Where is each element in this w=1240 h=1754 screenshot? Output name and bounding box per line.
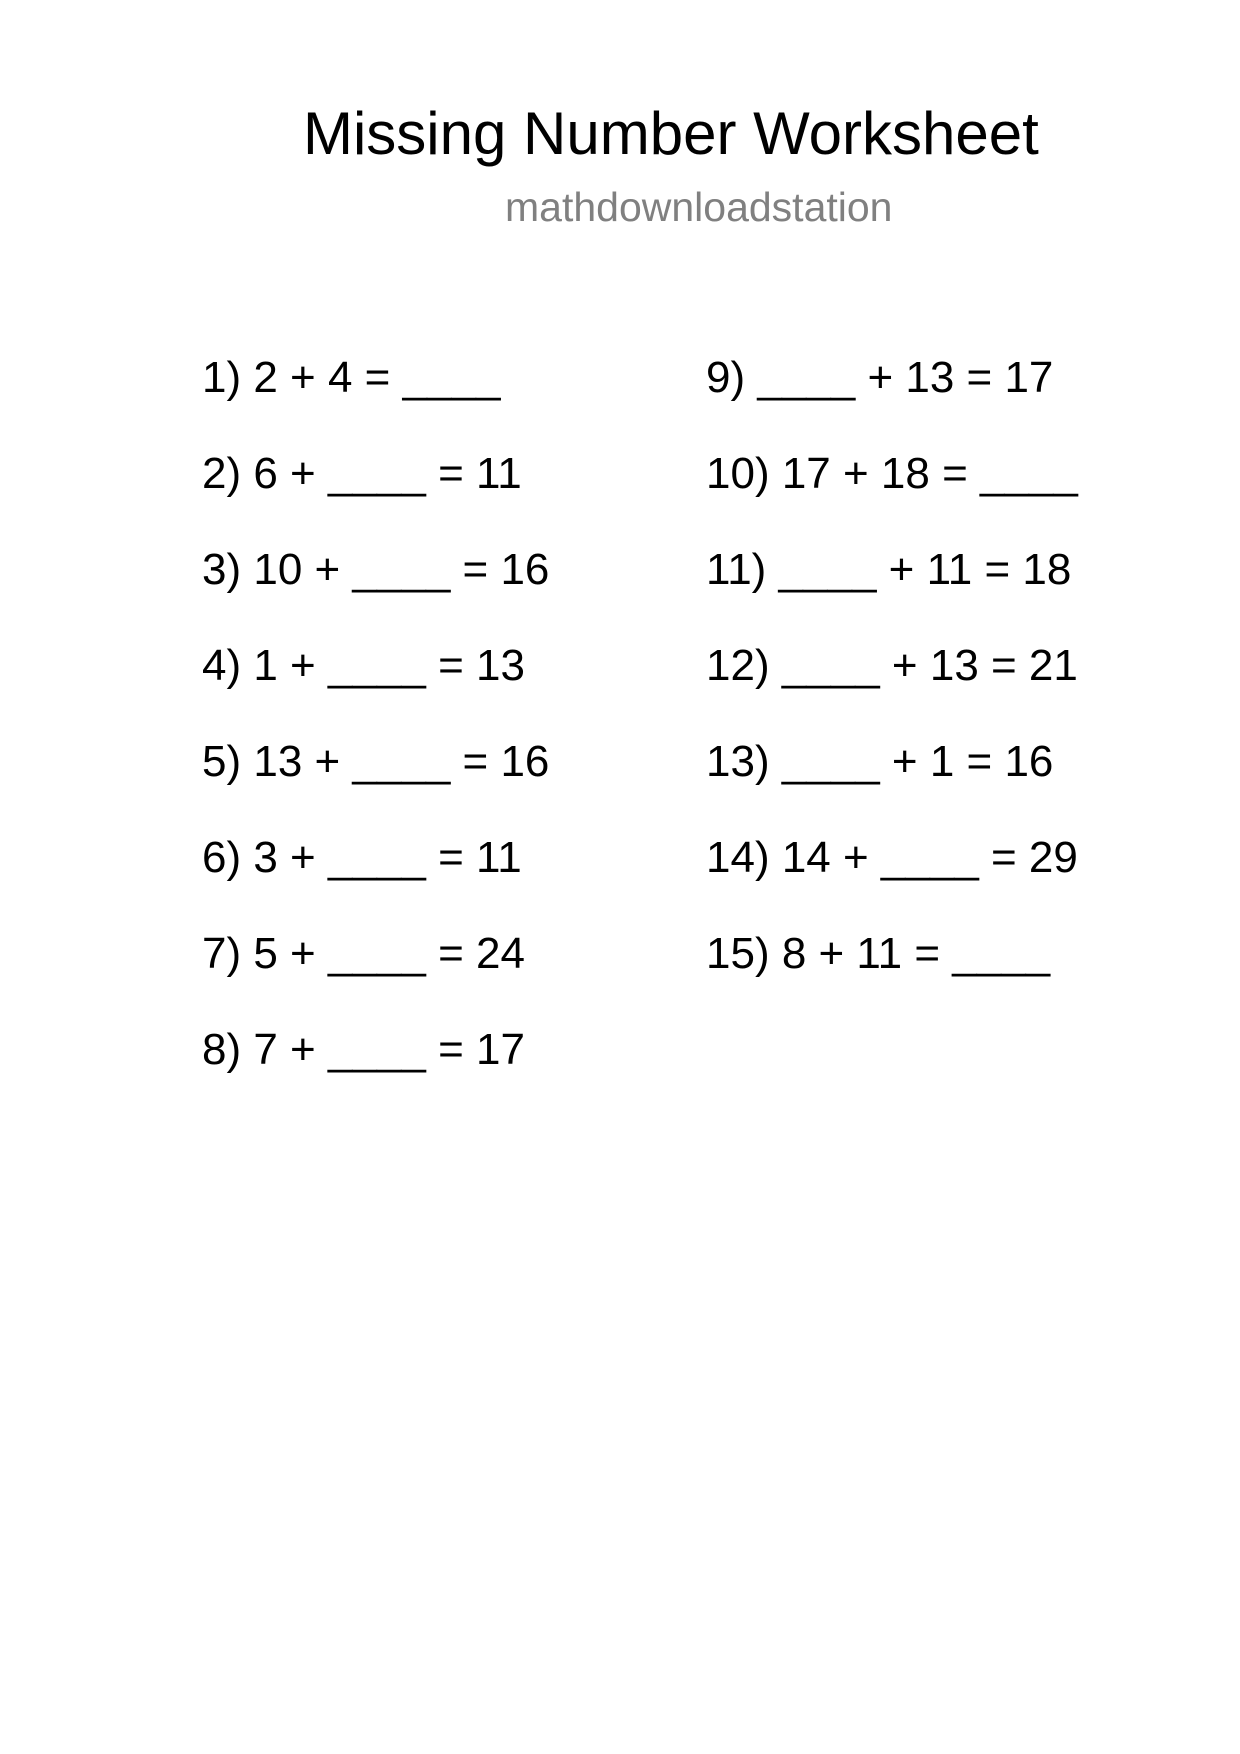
- worksheet-source: mathdownloadstation: [505, 184, 893, 230]
- problem-11: 11) ____ + 11 = 18: [706, 545, 1072, 594]
- problem-column-left: [202, 350, 549, 1118]
- problem-14: 14) 14 + ____ = 29: [706, 833, 1078, 882]
- worksheet-title: Missing Number Worksheet: [303, 100, 1039, 167]
- problem-1: 1) 2 + 4 = ____: [202, 353, 501, 402]
- problem-4: 4) 1 + ____ = 13: [202, 641, 525, 690]
- problem-12: 12) ____ + 13 = 21: [706, 641, 1078, 690]
- problem-8: 8) 7 + ____ = 17: [202, 1025, 525, 1074]
- problem-10: 10) 17 + 18 = ____: [706, 449, 1078, 498]
- problem-3: 3) 10 + ____ = 16: [202, 545, 550, 594]
- problem-7: 7) 5 + ____ = 24: [202, 929, 525, 978]
- problem-column-right: [706, 350, 1078, 1022]
- problem-15: 15) 8 + 11 = ____: [706, 929, 1051, 978]
- problem-13: 13) ____ + 1 = 16: [706, 737, 1054, 786]
- problem-9: 9) ____ + 13 = 17: [706, 353, 1054, 402]
- problem-5: 5) 13 + ____ = 16: [202, 737, 550, 786]
- problem-6: 6) 3 + ____ = 11: [202, 833, 522, 882]
- problem-2: 2) 6 + ____ = 11: [202, 449, 522, 498]
